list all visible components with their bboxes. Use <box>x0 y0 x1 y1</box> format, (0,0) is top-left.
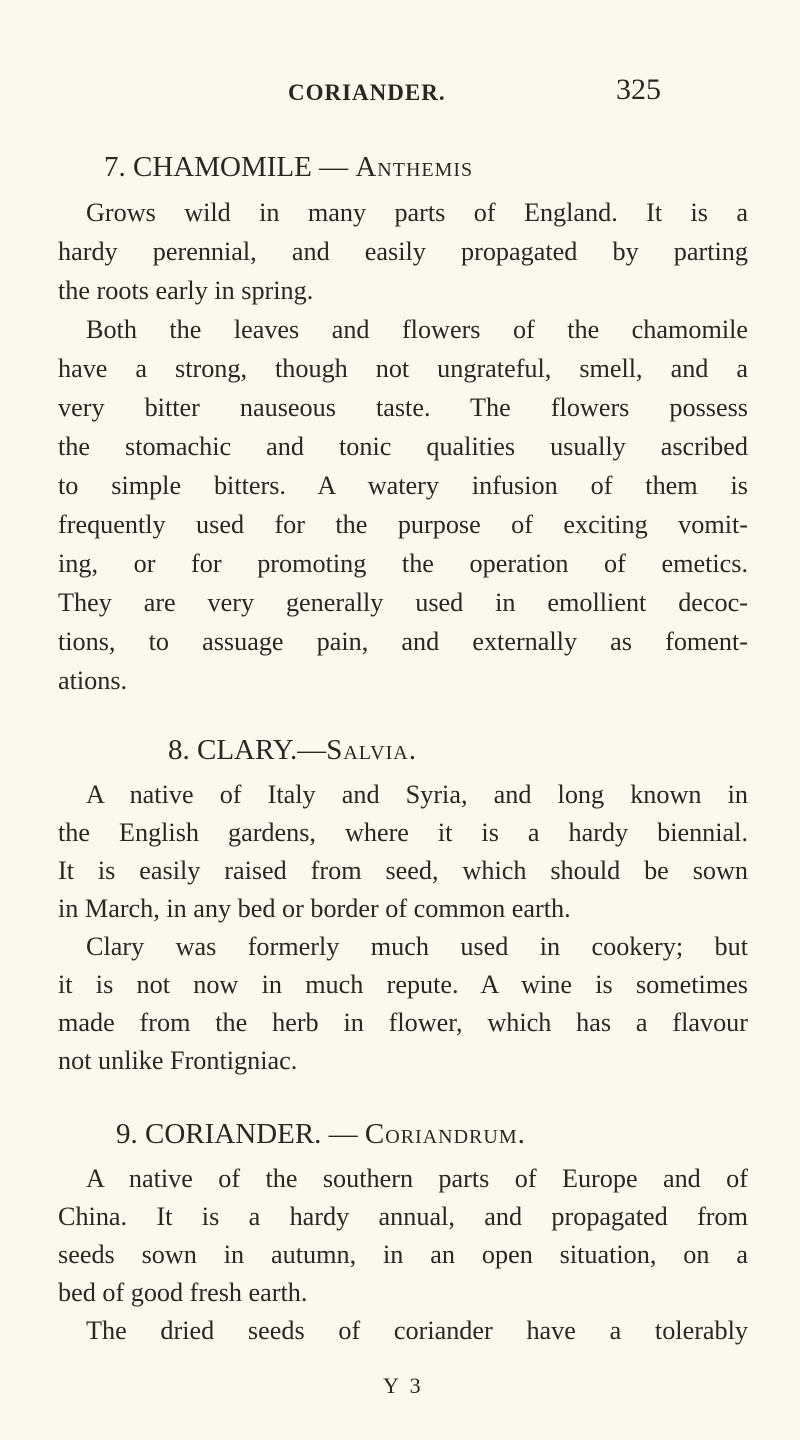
body-line: The dried seeds of coriander have a tolerably <box>86 1316 748 1345</box>
heading-title: 8. CLARY.— <box>168 734 327 766</box>
section-heading-coriander <box>116 1118 526 1151</box>
body-line: Both the leaves and flowers of the chamomile <box>86 315 748 344</box>
body-line: ations. <box>58 666 128 695</box>
heading-title: 7. CHAMOMILE — <box>104 151 356 183</box>
body-line: the stomachic and tonic qualities usually ascribed <box>58 432 748 461</box>
body-line: made from the herb in flower, which has a flavour <box>58 1008 748 1037</box>
body-line: A native of the southern parts of Europe and of <box>86 1164 748 1193</box>
body-line: China. It is a hardy annual, and propagated from <box>58 1202 748 1231</box>
page-number: 325 <box>616 73 661 106</box>
body-line: the roots early in spring. <box>58 276 314 305</box>
running-head: CORIANDER. <box>288 80 446 105</box>
body-line: hardy perennial, and easily propagated by parting <box>58 237 748 266</box>
body-line: it is not now in much repute. A wine is sometimes <box>58 970 748 999</box>
body-line: Grows wild in many parts of England. It is a <box>86 198 748 227</box>
body-line: tions, to assuage pain, and externally as foment- <box>58 627 748 656</box>
body-line: seeds sown in autumn, in an open situation, on a <box>58 1240 748 1269</box>
body-line: to simple bitters. A watery infusion of them is <box>58 471 748 500</box>
body-line: very bitter nauseous taste. The flowers possess <box>58 393 748 422</box>
body-line: They are very generally used in emollient decoc- <box>58 588 748 617</box>
section-heading-clary <box>168 734 417 767</box>
body-line: It is easily raised from seed, which should be sown <box>58 856 748 885</box>
body-line: Clary was formerly much used in cookery; but <box>86 932 748 961</box>
heading-latin-name: Salvia. <box>326 734 417 766</box>
body-line: ing, or for promoting the operation of emetics. <box>58 549 748 578</box>
heading-title: 9. CORIANDER. — <box>116 1118 365 1150</box>
heading-latin-name: Coriandrum. <box>364 1118 526 1150</box>
body-line: in March, in any bed or border of common earth. <box>58 894 571 923</box>
body-line: the English gardens, where it is a hardy biennial. <box>58 818 748 847</box>
signature-mark: Y 3 <box>383 1373 424 1398</box>
body-line: have a strong, though not ungrateful, smell, and a <box>58 354 748 383</box>
page-header <box>0 70 800 110</box>
body-line: bed of good fresh earth. <box>58 1278 308 1307</box>
body-line: frequently used for the purpose of exciting vomit- <box>58 510 748 539</box>
body-line: A native of Italy and Syria, and long known in <box>86 780 748 809</box>
heading-latin-name: Anthemis <box>355 151 474 183</box>
section-heading-chamomile <box>104 151 473 184</box>
body-line: not unlike Frontigniac. <box>58 1046 298 1075</box>
